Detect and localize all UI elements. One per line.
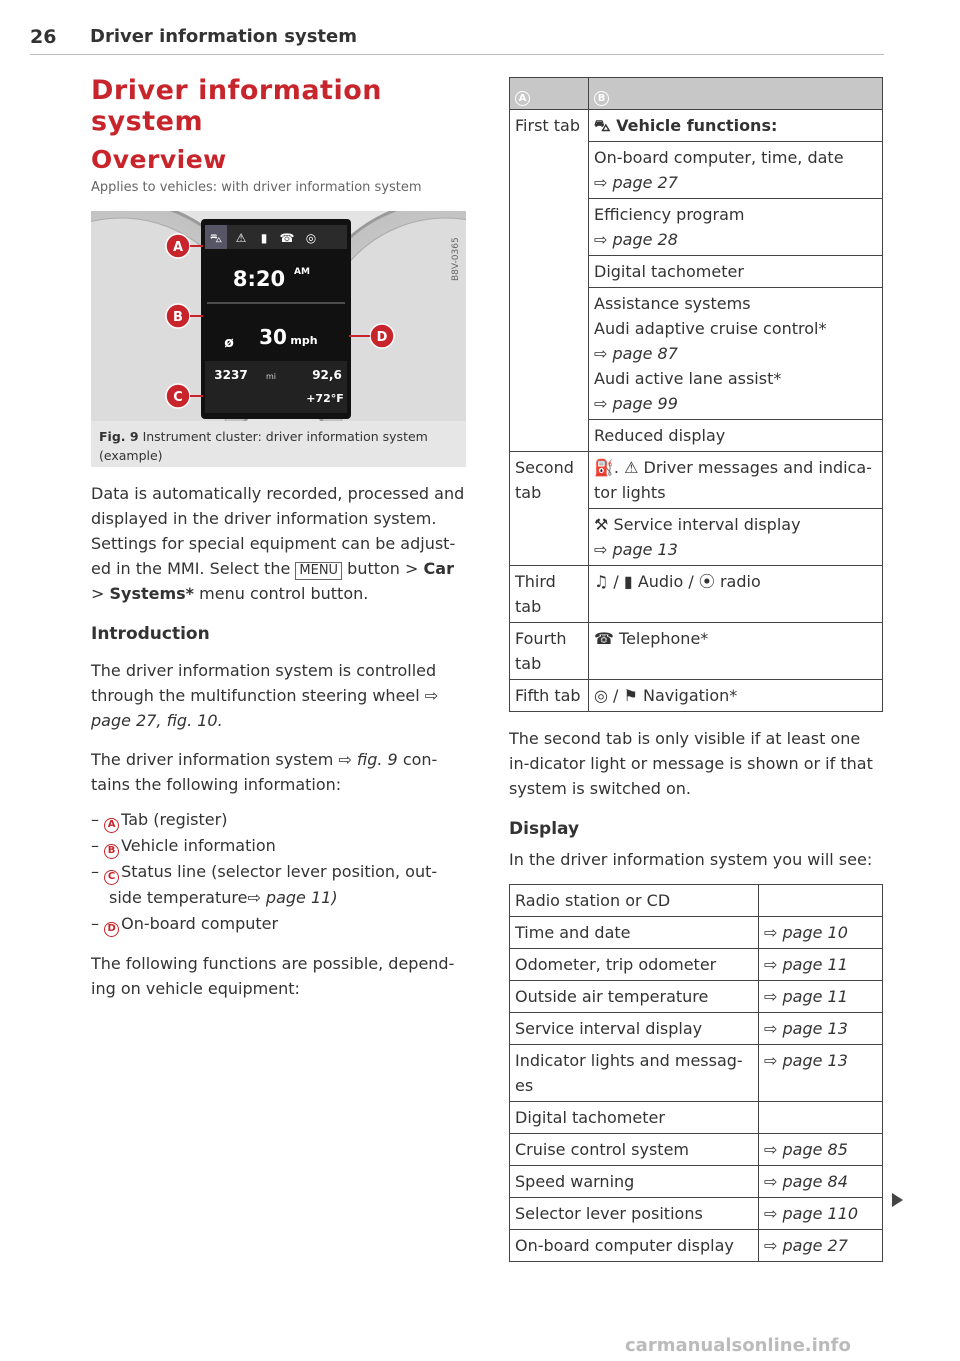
display-item: Odometer, trip odometer bbox=[510, 949, 759, 981]
circle-letter-icon: C bbox=[104, 870, 119, 885]
display-item: On-board computer display bbox=[510, 1230, 759, 1262]
page-title: Driver information system bbox=[91, 75, 382, 137]
intro-text-1: Data is automatically recorded, processed and displayed in the driver information system. Settings for special equipment can be adjust-ed in the MMI. Select the bbox=[91, 484, 465, 578]
table-row bbox=[510, 452, 883, 509]
intro-paragraph bbox=[91, 481, 466, 606]
display-item: Service interval display bbox=[510, 1013, 759, 1045]
functions-table bbox=[509, 77, 883, 712]
applies-to-note: Applies to vehicles: with driver information system bbox=[91, 180, 422, 195]
list-item-text: On-board computer bbox=[121, 914, 279, 933]
left-column bbox=[91, 75, 466, 1001]
display-item: Radio station or CD bbox=[510, 885, 759, 917]
info-list bbox=[91, 807, 466, 937]
svg-text:▮: ▮ bbox=[260, 231, 268, 245]
display-page-ref[interactable]: ⇨ page 13 bbox=[759, 1013, 883, 1045]
svg-text:☎: ☎ bbox=[279, 231, 295, 245]
display-table bbox=[509, 884, 883, 1262]
table-row bbox=[510, 1013, 883, 1045]
function-cell: Reduced display bbox=[589, 420, 883, 452]
display-page-ref[interactable]: ⇨ page 13 bbox=[759, 1045, 883, 1102]
function-text: Telephone* bbox=[619, 629, 709, 648]
figure-caption-label: Fig. 9 bbox=[99, 429, 139, 444]
list-item-text: Status line (selector lever position, out-side temperature bbox=[109, 862, 438, 907]
function-cell bbox=[589, 623, 883, 680]
display-item: Time and date bbox=[510, 917, 759, 949]
list-item: – B Vehicle information bbox=[91, 833, 466, 859]
radio-icon: ⦿ bbox=[698, 572, 715, 591]
function-text: Navigation* bbox=[642, 686, 738, 705]
wrench-icon: ⚒ bbox=[594, 515, 609, 534]
cluster-clock-suffix: AM bbox=[294, 267, 310, 277]
table-row bbox=[510, 1134, 883, 1166]
table-row bbox=[510, 1045, 883, 1102]
introduction-p2-text-b: con-tains the following information: bbox=[91, 750, 438, 794]
display-item: Outside air temperature bbox=[510, 981, 759, 1013]
function-text: Assistance systems bbox=[594, 294, 751, 313]
function-ref[interactable]: ⇨ page 27 bbox=[594, 173, 678, 192]
function-ref[interactable]: ⇨ page 13 bbox=[594, 540, 678, 559]
function-cell bbox=[589, 199, 883, 256]
continue-arrow-icon bbox=[892, 1193, 903, 1207]
function-ref[interactable]: ⇨ page 99 bbox=[594, 394, 678, 413]
cluster-graphic bbox=[91, 211, 466, 421]
display-item: Cruise control system bbox=[510, 1134, 759, 1166]
header-cell-b bbox=[589, 78, 883, 110]
table-row bbox=[510, 110, 883, 142]
table-row bbox=[510, 885, 883, 917]
function-cell bbox=[589, 142, 883, 199]
cluster-speed-prefix: ø bbox=[224, 335, 234, 351]
table-header-row bbox=[510, 78, 883, 110]
indicator-icon: ⛽. ⚠ bbox=[594, 458, 639, 477]
list-item-ref[interactable]: ⇨ page 11) bbox=[247, 888, 338, 907]
cluster-speed-unit: mph bbox=[290, 334, 318, 347]
function-text: Audi adaptive cruise control* bbox=[594, 319, 827, 338]
cluster-speed-value: 30 bbox=[259, 325, 287, 349]
empty-cell bbox=[510, 199, 589, 256]
table-row bbox=[510, 680, 883, 712]
introduction-p1 bbox=[91, 658, 466, 733]
display-item: Selector lever positions bbox=[510, 1198, 759, 1230]
intro-text-2: button > bbox=[347, 559, 419, 578]
table-row bbox=[510, 420, 883, 452]
function-ref[interactable]: ⇨ page 87 bbox=[594, 344, 678, 363]
table-row bbox=[510, 981, 883, 1013]
section-subtitle: Overview bbox=[91, 145, 227, 174]
fourth-tab-label: Fourth tab bbox=[510, 623, 589, 680]
table-row bbox=[510, 1198, 883, 1230]
vehicle-functions-label: Vehicle functions: bbox=[616, 116, 778, 135]
display-page-ref[interactable]: ⇨ page 110 bbox=[759, 1198, 883, 1230]
empty-cell bbox=[510, 288, 589, 420]
function-text: Service interval display bbox=[613, 515, 801, 534]
circle-letter-icon: A bbox=[515, 91, 530, 106]
callout-c: C bbox=[173, 390, 183, 405]
callout-a: A bbox=[172, 240, 184, 255]
callout-d: D bbox=[376, 330, 388, 345]
empty-cell bbox=[510, 509, 589, 566]
cluster-clock: 8:20 bbox=[232, 267, 286, 291]
cluster-odometer-unit: mi bbox=[265, 372, 277, 381]
list-item-text: Tab (register) bbox=[121, 810, 228, 829]
display-page-ref bbox=[759, 885, 883, 917]
table-row bbox=[510, 917, 883, 949]
car-icon: ⛍ bbox=[594, 116, 611, 135]
page-number: 26 bbox=[30, 26, 57, 48]
first-tab-label: First tab bbox=[510, 110, 589, 142]
display-page-ref[interactable]: ⇨ page 10 bbox=[759, 917, 883, 949]
cluster-temp: +72°F bbox=[306, 392, 344, 405]
table-row bbox=[510, 256, 883, 288]
figure-caption-text: Instrument cluster: driver information system (example) bbox=[99, 429, 428, 463]
vehicle-functions-cell bbox=[589, 110, 883, 142]
function-text: Efficiency program bbox=[594, 205, 745, 224]
display-page-ref[interactable]: ⇨ page 11 bbox=[759, 981, 883, 1013]
fifth-tab-label: Fifth tab bbox=[510, 680, 589, 712]
introduction-p2 bbox=[91, 747, 466, 797]
list-item: – A Tab (register) bbox=[91, 807, 466, 833]
display-page-ref[interactable]: ⇨ page 84 bbox=[759, 1166, 883, 1198]
display-heading: Display bbox=[509, 819, 580, 839]
list-item: – D On-board computer bbox=[91, 911, 466, 937]
display-page-ref[interactable]: ⇨ page 11 bbox=[759, 949, 883, 981]
table-row bbox=[510, 1102, 883, 1134]
intro-text-3: > bbox=[91, 584, 105, 603]
empty-cell bbox=[510, 256, 589, 288]
empty-cell bbox=[510, 420, 589, 452]
function-ref[interactable]: ⇨ page 28 bbox=[594, 230, 678, 249]
circle-letter-icon: A bbox=[104, 818, 119, 833]
navigation-icon: ◎ / ⚑ bbox=[594, 686, 638, 705]
display-item: Digital tachometer bbox=[510, 1102, 759, 1134]
instrument-cluster-image bbox=[91, 211, 466, 421]
function-cell: Digital tachometer bbox=[589, 256, 883, 288]
introduction-heading: Introduction bbox=[91, 624, 210, 644]
introduction-p1-text: The driver information system is controlled through the multifunction steering wheel bbox=[91, 661, 437, 705]
table-row bbox=[510, 566, 883, 623]
svg-text:⛍: ⛍ bbox=[209, 231, 223, 245]
second-tab-label: Second tab bbox=[510, 452, 589, 509]
introduction-p3: The following functions are possible, depend-ing on vehicle equipment: bbox=[91, 954, 455, 998]
cluster-odometer: 3237 bbox=[214, 368, 248, 382]
circle-letter-icon: D bbox=[104, 922, 119, 937]
display-item: Speed warning bbox=[510, 1166, 759, 1198]
intro-text-4: menu control button. bbox=[199, 584, 369, 603]
function-cell bbox=[589, 288, 883, 420]
table-row bbox=[510, 1230, 883, 1262]
table-row bbox=[510, 288, 883, 420]
table-row bbox=[510, 509, 883, 566]
intro-car: Car bbox=[423, 559, 454, 578]
table-row bbox=[510, 1166, 883, 1198]
figure-9 bbox=[91, 211, 466, 467]
figure-code: B8V-0365 bbox=[451, 237, 461, 281]
circle-letter-icon: B bbox=[594, 91, 609, 106]
intro-systems: Systems* bbox=[109, 584, 195, 603]
watermark: carmanualsonline.info bbox=[625, 1335, 851, 1356]
circle-letter-icon: B bbox=[104, 844, 119, 859]
table-row bbox=[510, 199, 883, 256]
introduction-p2-text-a: The driver information system bbox=[91, 750, 334, 769]
page-header bbox=[30, 24, 884, 55]
function-text: radio bbox=[719, 572, 761, 591]
function-text: On-board computer, time, date bbox=[594, 148, 844, 167]
callout-b: B bbox=[173, 310, 183, 325]
function-text: Audio / bbox=[637, 572, 694, 591]
list-item-text: Vehicle information bbox=[121, 836, 276, 855]
function-cell bbox=[589, 680, 883, 712]
list-item: – C Status line (selector lever position, out-side temperature⇨ page 11) bbox=[91, 862, 438, 907]
display-table-body bbox=[510, 885, 883, 1262]
introduction-p2-ref[interactable]: ⇨ fig. 9 bbox=[338, 750, 398, 769]
table-row bbox=[510, 623, 883, 680]
second-tab-note: The second tab is only visible if at least one in-dicator light or message is shown or if that system is switched on. bbox=[509, 729, 873, 798]
display-item: Indicator lights and messag-es bbox=[510, 1045, 759, 1102]
cluster-trip: 92,6 bbox=[312, 368, 342, 382]
figure-caption bbox=[99, 427, 459, 465]
svg-text:◎: ◎ bbox=[305, 231, 317, 245]
display-page-ref bbox=[759, 1102, 883, 1134]
svg-text:⚠: ⚠ bbox=[235, 231, 247, 245]
table-row bbox=[510, 949, 883, 981]
display-intro: In the driver information system you will see: bbox=[509, 850, 873, 869]
right-column bbox=[509, 77, 883, 1262]
third-tab-label: Third tab bbox=[510, 566, 589, 623]
music-note-icon: ♫ / ▮ bbox=[594, 572, 633, 591]
table-row bbox=[510, 142, 883, 199]
function-text: Driver messages and indica-tor lights bbox=[594, 458, 872, 502]
telephone-icon: ☎ bbox=[594, 629, 614, 648]
display-page-ref[interactable]: ⇨ page 27 bbox=[759, 1230, 883, 1262]
running-header-title: Driver information system bbox=[90, 26, 357, 47]
function-cell bbox=[589, 566, 883, 623]
function-cell bbox=[589, 509, 883, 566]
header-cell-a bbox=[510, 78, 589, 110]
function-text: Audi active lane assist* bbox=[594, 369, 782, 388]
menu-key: MENU bbox=[295, 562, 342, 580]
display-page-ref[interactable]: ⇨ page 85 bbox=[759, 1134, 883, 1166]
introduction-p1-ref[interactable]: ⇨ page 27, fig. 10. bbox=[91, 686, 439, 730]
empty-cell bbox=[510, 142, 589, 199]
function-cell bbox=[589, 452, 883, 509]
